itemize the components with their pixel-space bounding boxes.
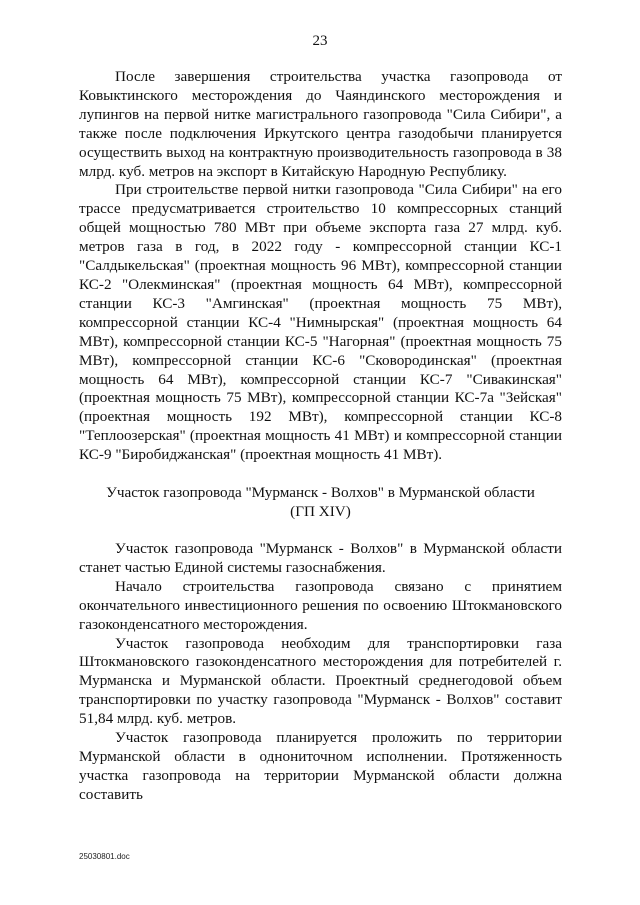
footer-file-code: 25030801.doc: [79, 852, 130, 861]
paragraph: При строительстве первой нитки газопровода "Сила Сибири" на его трассе предусматривается строительство 10 компрессорных станций общей мощностью 780 МВт при объеме экспорта газа 27 млрд. куб. метров газа в год, в 2022 году - компрессорной станции КС-1 "Салдыкельская" (проектная мощность 96 МВт), компрессорной станции КС-2 "Олекминская" (проектная мощность 64 МВт), компрессорной станции КС-3 "Амгинская" (проектная мощность 75 МВт), компрессорной станции КС-4 "Нимнырская" (проектная мощность 64 МВт), компрессорной станции КС-5 "Нагорная" (проектная мощность 75 МВт), компрессорной станции КС-6 "Сковородинская" (проектная мощность 64 МВт), компрессорной станции КС-7 "Сивакинская" (проектная мощность 75 МВт), компрессорной станции КС-7а "Зейская" (проектная мощность 192 МВт), компрессорной станции КС-8 "Теплоозерская" (проектная мощность 41 МВт) и компрессорной станции КС-9 "Биробиджанская" (проектная мощность 41 МВт).: [79, 181, 562, 464]
paragraph: Участок газопровода "Мурманск - Волхов" в Мурманской области станет частью Единой системы газоснабжения.: [79, 540, 562, 576]
section-heading-code: (ГП XIV): [290, 503, 351, 521]
paragraph: Участок газопровода планируется проложить по территории Мурманской области в однониточном исполнении. Протяженность участка газопровода на территории Мурманской области должна составить: [79, 729, 562, 803]
paragraph: После завершения строительства участка газопровода от Ковыктинского месторождения до Чаяндинского месторождения и лупингов на первой нитке магистрального газопровода "Сила Сибири", а также после подключения Иркутского центра газодобычи планируется осуществить выход на контрактную производительность газопровода в 38 млрд. куб. метров на экспорт в Китайскую Народную Республику.: [79, 68, 562, 180]
section-heading: [79, 483, 562, 521]
paragraph: Начало строительства газопровода связано с принятием окончательного инвестиционного решения по освоению Штокмановского газоконденсатного месторождения.: [79, 577, 562, 633]
document-body: [79, 68, 562, 805]
page-number: 23: [312, 33, 328, 49]
section-heading-title: Участок газопровода "Мурманск - Волхов" в Мурманской области: [106, 484, 535, 502]
paragraph: Участок газопровода необходим для транспортировки газа Штокмановского газоконденсатного месторождения для потребителей г. Мурманска и Мурманской области. Проектный среднегодовой объем транспортировки по участку газопровода "Мурманск - Волхов" составит 51,84 млрд. куб. метров.: [79, 634, 562, 728]
